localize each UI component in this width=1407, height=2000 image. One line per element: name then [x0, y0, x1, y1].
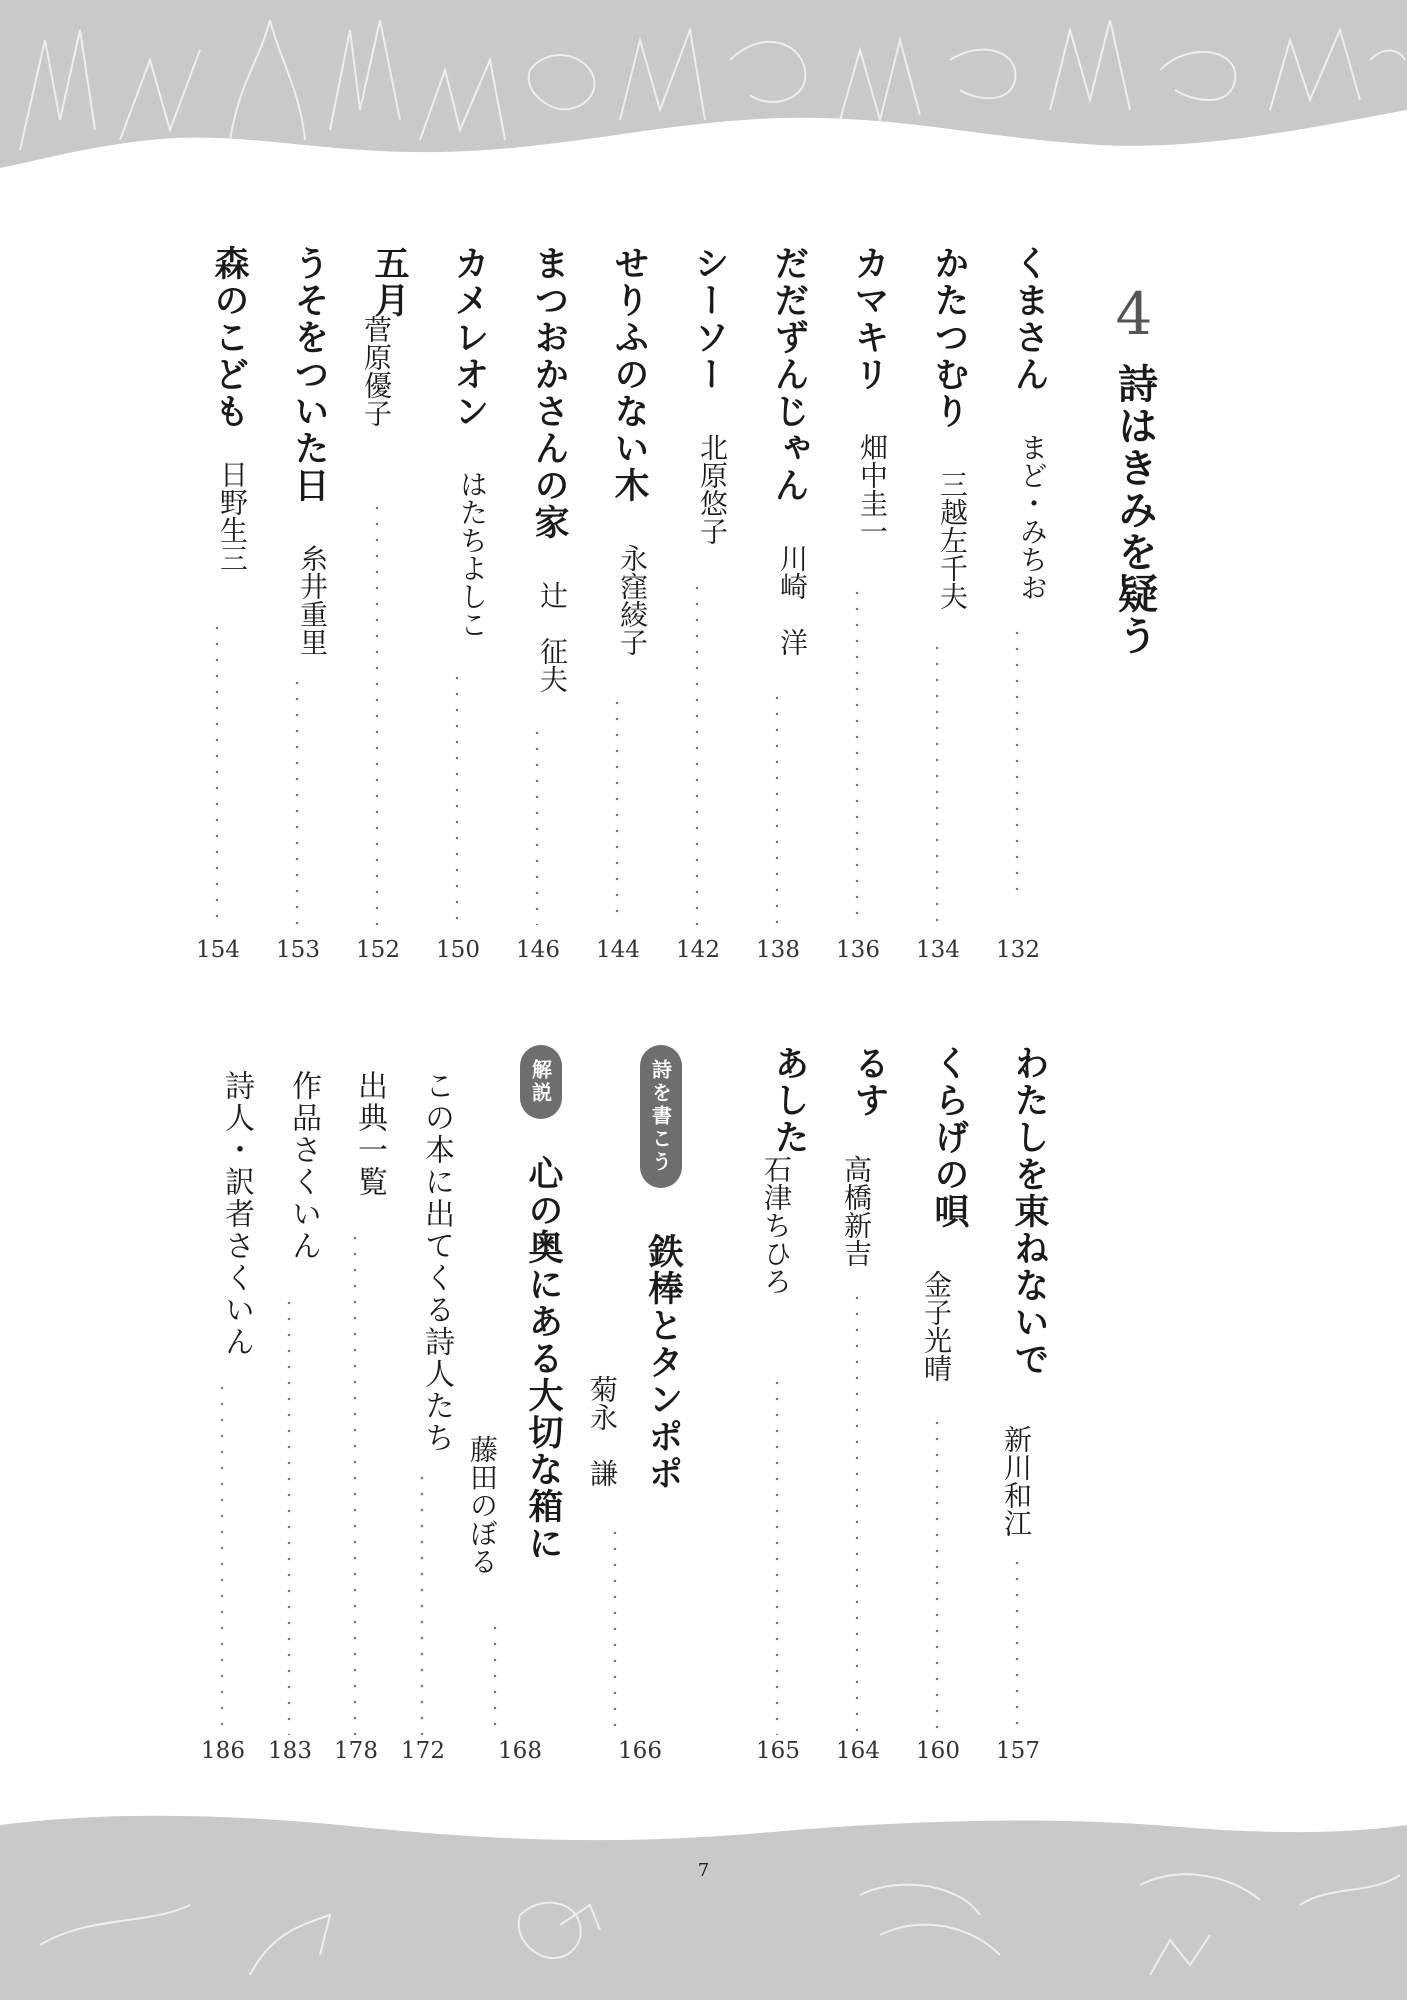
entry-title: かたつむり — [929, 245, 969, 430]
entry-author: 川崎 洋 — [776, 544, 809, 656]
entry-page: 132 — [996, 937, 1040, 963]
toc-entry-special[interactable] — [586, 1045, 710, 1785]
dot-leader — [534, 725, 540, 925]
dot-leader — [454, 670, 460, 925]
entry-title: だだずんじゃん — [769, 245, 809, 504]
entry-page: 160 — [916, 1738, 960, 1764]
toc-entry[interactable] — [590, 245, 649, 975]
dot-leader — [214, 620, 220, 925]
entry-title: カマキリ — [849, 245, 889, 393]
dot-leader — [774, 690, 780, 925]
entry-page: 154 — [196, 937, 240, 963]
toc-entry[interactable] — [910, 245, 969, 975]
entry-title: 詩人・訳者さくいん — [219, 1070, 254, 1358]
entry-author: 新川和江 — [1000, 1425, 1033, 1537]
entry-author: 畑中圭一 — [856, 433, 889, 545]
entry-title: 作品さくいん — [286, 1070, 321, 1262]
entry-title: くらげの唄 — [929, 1045, 969, 1230]
entry-author: 日野生三 — [216, 460, 249, 572]
entry-title: カメレオン — [449, 245, 489, 430]
toc-entry[interactable] — [990, 1045, 1049, 1785]
dot-leader — [774, 1375, 780, 1735]
entry-page: 136 — [836, 937, 880, 963]
toc-entry[interactable] — [670, 245, 729, 975]
entry-page: 152 — [356, 937, 400, 963]
top-decorative-band — [0, 0, 1407, 185]
entry-title: わたしを束ねないで — [1009, 1045, 1049, 1378]
toc-entry-back[interactable] — [262, 1070, 321, 1785]
toc-entry[interactable] — [190, 245, 249, 975]
entry-title: 森のこども — [209, 245, 249, 430]
entry-author: 高橋新吉 — [840, 1155, 873, 1267]
entry-title: あした — [769, 1045, 809, 1156]
section-number: 4 — [1115, 280, 1155, 348]
dot-leader — [934, 640, 940, 925]
dot-leader — [419, 1470, 425, 1735]
dot-leader — [352, 1230, 358, 1735]
entry-title: 五月 — [369, 245, 409, 319]
entry-author: 石津ちひろ — [760, 1155, 793, 1295]
entry-page: 172 — [401, 1738, 445, 1764]
entry-page: 144 — [596, 937, 640, 963]
toc-entry[interactable] — [350, 245, 409, 975]
toc-entry-back[interactable] — [395, 1070, 454, 1785]
toc-entry[interactable] — [910, 1045, 969, 1785]
toc-entry[interactable] — [830, 245, 889, 975]
entry-page: 168 — [498, 1738, 542, 1764]
entry-title: 出典一覧 — [352, 1070, 387, 1198]
entry-author: 永窪綾子 — [616, 544, 649, 656]
dot-leader — [614, 695, 620, 925]
dot-leader — [1014, 625, 1020, 890]
entry-author: 金子光晴 — [920, 1270, 953, 1382]
entry-title: シーソー — [689, 245, 729, 393]
toc-entry[interactable] — [270, 245, 329, 975]
toc-entry[interactable] — [750, 245, 809, 975]
section-title: 詩はきみを疑う — [1111, 363, 1158, 657]
entry-title: せりふのない木 — [609, 245, 649, 504]
entry-page: 153 — [276, 937, 320, 963]
entry-author: 糸井重里 — [296, 544, 329, 656]
bottom-decorative-band — [0, 1805, 1407, 2000]
badge-commentary: 解説 — [520, 1045, 562, 1119]
entry-author: 菅原優子 — [360, 315, 393, 427]
toc-entry[interactable] — [990, 245, 1049, 975]
entry-title: この本に出てくる詩人たち — [419, 1070, 454, 1454]
entry-page: 146 — [516, 937, 560, 963]
entry-title: るす — [849, 1045, 889, 1119]
badge-write-poem: 詩を書こう — [640, 1045, 682, 1188]
entry-page: 142 — [676, 937, 720, 963]
entry-author: 藤田のぼる — [466, 1435, 499, 1575]
dot-leader — [1014, 1555, 1020, 1735]
toc-entry[interactable] — [750, 1045, 809, 1785]
entry-page: 138 — [756, 937, 800, 963]
entry-author: 菊永 謙 — [586, 1375, 619, 1487]
dot-leader — [612, 1525, 618, 1735]
entry-title: 心の奥にある大切な箱に — [523, 1155, 563, 1562]
toc-entry-back[interactable] — [328, 1070, 387, 1785]
entry-title: 鉄棒とタンポポ — [643, 1233, 683, 1492]
dot-leader — [694, 580, 700, 925]
entry-page: 166 — [618, 1738, 662, 1764]
dot-leader — [854, 1290, 860, 1735]
entry-author: 辻 征夫 — [536, 581, 569, 693]
toc-entry[interactable] — [430, 245, 489, 975]
entry-page: 183 — [268, 1738, 312, 1764]
entry-page: 134 — [916, 937, 960, 963]
toc-entry-special[interactable] — [466, 1045, 590, 1785]
entry-page: 164 — [836, 1738, 880, 1764]
toc-entry[interactable] — [510, 245, 569, 975]
dot-leader — [286, 1295, 292, 1735]
page-folio: 7 — [697, 1860, 710, 1881]
entry-title: くまさん — [1009, 245, 1049, 393]
entry-page: 178 — [334, 1738, 378, 1764]
section-heading — [1105, 280, 1165, 657]
entry-title: うそをついた日 — [289, 245, 329, 504]
dot-leader — [492, 1620, 498, 1735]
entry-page: 157 — [996, 1738, 1040, 1764]
dot-leader — [219, 1380, 225, 1735]
entry-author: 三越左千夫 — [936, 470, 969, 610]
entry-page: 150 — [436, 937, 480, 963]
entry-page: 165 — [756, 1738, 800, 1764]
dot-leader — [374, 500, 380, 925]
dot-leader — [294, 675, 300, 925]
entry-title: まつおかさんの家 — [529, 245, 569, 541]
toc-entry-back[interactable] — [195, 1070, 254, 1785]
entry-page: 186 — [201, 1738, 245, 1764]
dot-leader — [854, 585, 860, 925]
entry-author: まど・みちお — [1016, 433, 1049, 601]
toc-entry[interactable] — [830, 1045, 889, 1785]
entry-author: はたちよしこ — [456, 470, 489, 638]
entry-author: 北原悠子 — [696, 433, 729, 545]
dot-leader — [934, 1415, 940, 1735]
